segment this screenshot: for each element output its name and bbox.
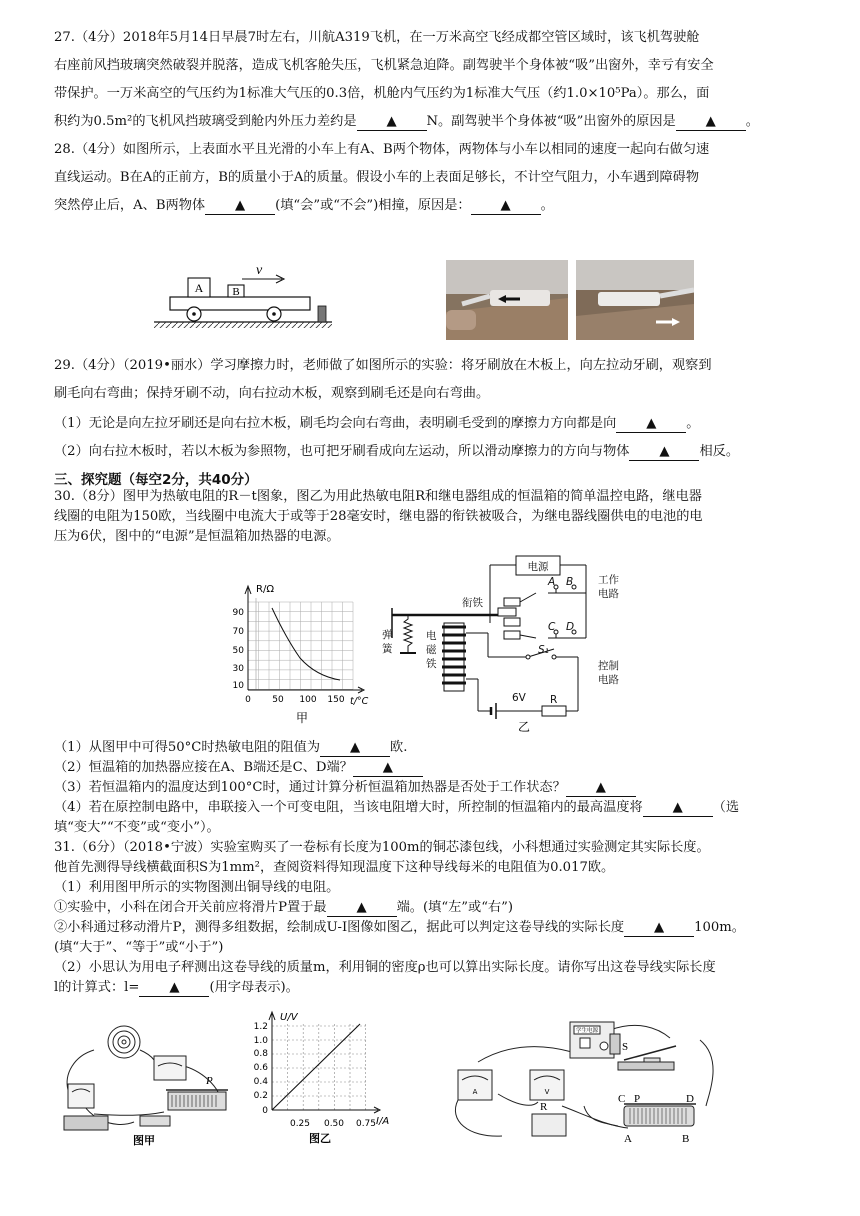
y-tick: 1.2 [253,1022,268,1032]
q27-text-c: 。 [745,114,759,129]
q27-line2: 右座前风挡玻璃突然破裂并脱落，造成飞机客舱失压，飞机紧急迫降。副驾驶半个身体被“吸”出窗外，幸亏有安全 [54,58,714,73]
q30-sub1 [54,738,814,758]
q27-line3: 带保护。一万米高空的气压约为1标准大气压的0.3倍，机舱内气压约为1标准大气压（约1.0×10⁵Pa）。那么，面 [54,86,710,101]
x-tick: 150 [327,695,345,705]
q30-sub4-tail: （选 [712,800,740,815]
answer-blank: ▲ [139,980,209,997]
work-circuit-label: 电路 [598,588,619,600]
y-tick: 30 [232,664,244,674]
x-tick: 0.25 [289,1119,311,1129]
graph-caption-yi: 图乙 [309,1132,331,1145]
voltmeter-label: V [544,1088,550,1096]
q28-text-b: (填“会”或“不会”)相撞，原因是： [275,198,471,213]
y-tick: 0.2 [253,1091,268,1101]
y-axis-label: U/V [280,1012,298,1023]
r-t-graph [228,580,376,726]
terminal-c: C [618,1093,626,1105]
u-i-line [272,1024,360,1110]
q31-sub2: （2）小思认为用电子秤测出这卷导线的质量m，利用铜的密度ρ也可以算出实际长度。请你写出这卷导线实际长度 [54,960,716,975]
spring-label: 簧 [382,643,393,655]
y-tick: 0 [262,1106,268,1116]
spring-label: 弹 [382,629,393,641]
power-label: 电源 [527,561,549,573]
voltmeter [154,1056,186,1080]
block-b-label: B [232,286,240,298]
graph-caption-jia: 甲 [295,711,309,725]
q30-sub3-text: （3）若恒温箱内的温度达到100°C时，通过计算分析恒温箱加热器是否处于工作状态？ [54,780,566,795]
ammeter [68,1084,94,1108]
q27-text-b: N。副驾驶半个身体被“吸”出窗外的原因是 [426,114,676,129]
q31-sub2-formula [54,978,814,998]
q29-sub1 [54,410,814,438]
r-t-curve [272,608,340,680]
q28-line3 [54,192,814,220]
terminal-b: B [682,1133,690,1145]
x-tick: 100 [299,695,317,705]
q31-line1: 31.（6分）（2018•宁波）实验室购买了一卷标有长度为100m的铜芯漆包线，小科想通过实验测定其实际长度。 [54,840,710,855]
armature-label: 衔铁 [462,597,483,609]
q29-line1: 29.（4分）（2019•丽水）学习摩擦力时，老师做了如图所示的实验：将牙刷放在木板上，向左拉动牙刷，观察到 [54,358,712,373]
resistor-r-label: R [540,1101,548,1113]
q31-formula-end: (用字母表示)。 [209,980,299,995]
answer-blank: ▲ [205,198,275,215]
q30-sub2 [54,758,814,778]
terminal-b: B [566,576,574,588]
q30-line2: 线圈的电阻为150欧，当线圈中电流大于或等于28毫安时，继电器的衔铁被吸合，为继电器线圈供电的电池的电 [54,509,703,524]
slider-p: P [634,1093,641,1105]
answer-blank: ▲ [629,444,699,461]
magnet-label: 磁 [426,644,437,656]
y-tick: 50 [232,646,244,656]
toothbrush-photo-right [576,260,694,340]
work-circuit-label: 工作 [598,574,619,586]
toothbrush-photo-left [446,260,568,340]
x-axis-label: t/°C [350,696,369,707]
cart-figure [152,258,342,334]
ammeter-label: A [472,1088,478,1096]
y-tick: 70 [232,627,244,637]
answer-blank: ▲ [566,780,636,797]
answer-blank: ▲ [471,198,541,215]
q29-sub2-text: （2）向右拉木板时，若以木板为参照物，也可把牙刷看成向左运动，所以滑动摩擦力的方向与物体 [54,444,630,459]
q28-line2: 直线运动。B在A的正前方，B的质量小于A的质量。假设小车的上表面足够长，不计空气阻力，小车遇到障碍物 [54,170,700,185]
q30-sub1-end: 欧. [390,740,408,755]
q29-sub2-end: 相反。 [699,444,740,459]
switch [140,1116,170,1126]
q31-sub1-1 [54,898,814,918]
answer-blank: ▲ [357,114,427,131]
q28-line1: 28.（4分）如图所示，上表面水平且光滑的小车上有A、B两个物体，两物体与小车以相同的速度一起向右做匀速 [54,142,710,157]
relay-circuit [378,553,640,734]
slider-p-label: P [206,1075,213,1087]
q30-sub4-cont: 填“变大”“不变”或“变小”）。 [54,820,220,835]
y-tick: 10 [232,681,244,691]
block-a-label: A [194,281,204,295]
q29-sub1-end: 。 [686,416,700,431]
control-circuit-label: 控制 [598,660,619,672]
velocity-label: v [256,263,263,278]
switch-s-label: S [622,1041,629,1053]
battery-label: 6V [512,692,526,704]
q30-line1: 30.（8分）图甲为热敏电阻的R－t图象，图乙为用此热敏电阻R和继电器组成的恒温箱的简单温控电路，继电器 [54,489,702,504]
y-tick: 0.6 [253,1063,268,1073]
resistor-r [532,1114,566,1136]
q29-sub1-text: （1）无论是向左拉牙刷还是向右拉木板，刷毛均会向右弯曲，表明刷毛受到的摩擦力方向都是向 [54,416,617,431]
x-axis-label: I/A [376,1116,390,1127]
figure-caption-jia: 图甲 [133,1134,155,1147]
answer-blank: ▲ [616,416,686,433]
q31-sub1-2-text: ②小科通过移动滑片P，测得多组数据，绘制成U-I图像如图乙，据此可以判定这卷导线的实际长度 [54,920,625,935]
q31-sub1: （1）利用图甲所示的实物图测出铜导线的电阻。 [54,880,340,895]
wire-experiment-figure [54,1020,234,1148]
answer-blank: ▲ [327,900,397,917]
x-tick: 0.75 [355,1119,377,1129]
q29-sub2 [54,438,814,466]
u-i-graph [250,1010,396,1150]
circuit-caption-yi: 乙 [517,720,531,734]
q31-sub1-2 [54,918,814,938]
terminal-a: A [548,576,556,588]
q27-text-a: 积约为0.5m²的飞机风挡玻璃受到舱内外压力差约是 [54,114,357,129]
control-circuit-label: 电路 [598,674,619,686]
y-tick: 1.0 [253,1036,268,1046]
resistor-r [542,706,566,716]
power-supply-label: 学生电源 [575,1028,599,1034]
q30-sub2-text: （2）恒温箱的加热器应接在A、B端还是C、D端？ [54,760,353,775]
answer-blank: ▲ [353,760,423,777]
answer-blank: ▲ [676,114,746,131]
terminal-d: D [566,621,575,633]
q30-line3: 压为6伏，图中的“电源”是恒温箱加热器的电源。 [54,529,340,544]
q29-line2: 刷毛向右弯曲；保持牙刷不动，向右拉动木板，观察到刷毛还是向右弯曲。 [54,386,490,401]
terminal-c: C [548,621,556,633]
x-tick: 0.50 [323,1119,345,1129]
y-tick: 0.8 [253,1049,268,1059]
answer-blank: ▲ [643,800,713,817]
q30-sub4-text: （4）若在原控制电路中，串联接入一个可变电阻，当该电阻增大时，所控制的恒温箱内的最高温度将 [54,800,643,815]
switch-label: S₁ [538,644,549,656]
section-heading: 三、探究题（每空2分，共40分） [54,472,258,488]
q30-sub3 [54,778,814,798]
terminal-d: D [686,1093,694,1105]
q27-line4 [54,108,814,136]
obstacle [318,306,326,322]
q28-text-c: 。 [540,198,554,213]
magnet-label: 电 [426,630,437,642]
y-axis-label: R/Ω [256,584,274,595]
q31-formula-text: l的计算式：l= [54,980,140,995]
y-tick: 0.4 [253,1077,268,1087]
q31-sub1-2-cont: (填“大于”、“等于”或“小于”) [54,940,224,955]
q30-sub1-text: （1）从图甲中可得50°C时热敏电阻的阻值为 [54,740,321,755]
spring [404,615,412,653]
battery [64,1116,108,1130]
terminal-a: A [624,1133,632,1145]
resistor-label: R [550,694,558,706]
q31-sub1-1-end: 端。(填“左”或“右”) [396,900,514,915]
rheostat [168,1092,226,1110]
q31-sub1-1-text: ①实验中，小科在闭合开关前应将滑片P置于最 [54,900,327,915]
x-tick: 50 [272,695,284,705]
answer-blank: ▲ [624,920,694,937]
y-tick: 90 [232,608,244,618]
apparatus-figure [438,1010,738,1150]
magnet-label: 铁 [426,658,437,670]
answer-blank: ▲ [320,740,390,757]
q31-sub1-2-end: 100m。 [694,920,745,935]
q30-sub4 [54,798,814,818]
q27-line1: 27.（4分）2018年5月14日早晨7时左右，川航A319飞机，在一万米高空飞经成都空管区域时，该飞机驾驶舱 [54,30,700,45]
q31-line2: 他首先测得导线横截面积S为1mm²，查阅资料得知现温度下这种导线每米的电阻值为0.017欧。 [54,860,615,875]
q28-text-a: 突然停止后，A、B两物体 [54,198,206,213]
switch-s [618,1062,674,1070]
x-tick: 0 [245,695,251,705]
